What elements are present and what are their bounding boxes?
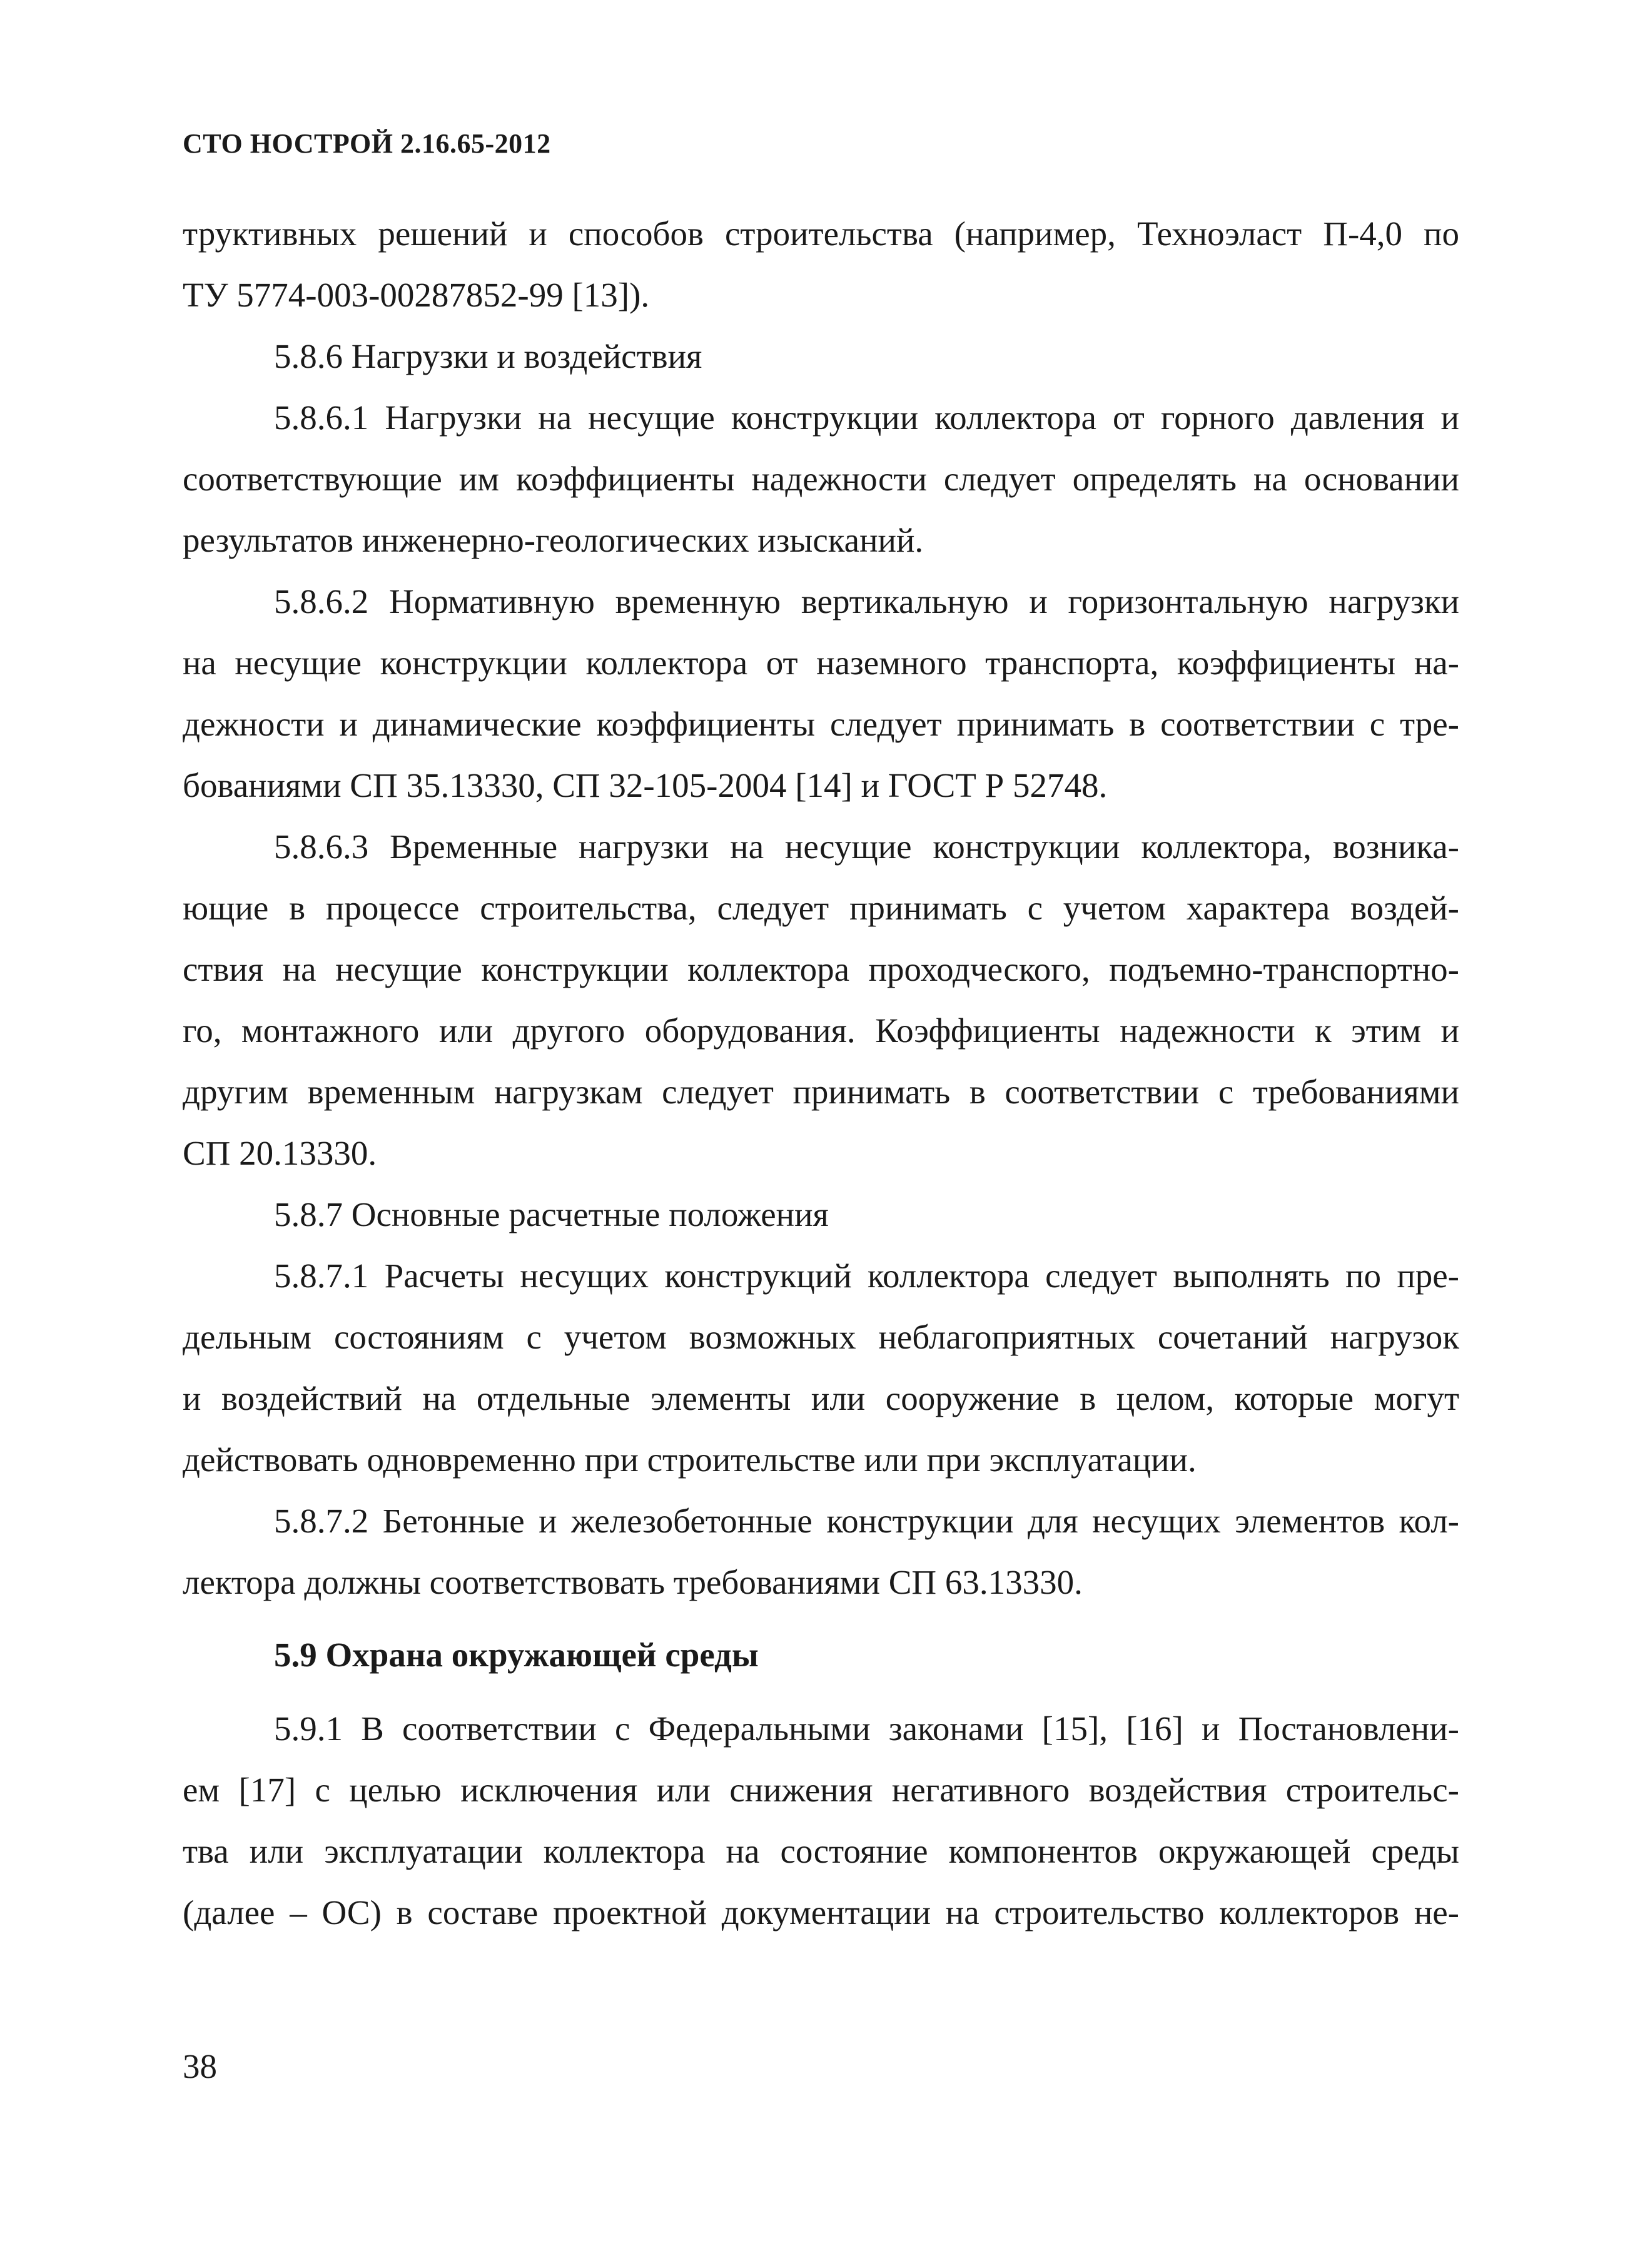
body-line: дежности и динамические коэффициенты следует принимать в соответствии с тре- — [183, 705, 1459, 743]
body-line: другим временным нагрузкам следует принимать в соответствии с требованиями — [183, 1073, 1459, 1111]
body-line: 5.8.6.3 Временные нагрузки на несущие конструкции коллектора, возника- — [274, 828, 1459, 866]
section-heading-5-9: 5.9 Охрана окружающей среды — [274, 1636, 759, 1674]
body-line: труктивных решений и способов строительства (например, Техноэласт П-4,0 по — [183, 215, 1459, 253]
body-line: ТУ 5774-003-00287852-99 [13]). — [183, 276, 650, 314]
body-line: 5.8.6.2 Нормативную временную вертикальную и горизонтальную нагрузки — [274, 582, 1459, 620]
body-line: результатов инженерно-геологических изысканий. — [183, 521, 924, 559]
body-line: тва или эксплуатации коллектора на состояние компонентов окружающей среды — [183, 1832, 1459, 1870]
body-line: дельным состояниям с учетом возможных неблагоприятных сочетаний нагрузок — [183, 1318, 1459, 1356]
document-header: СТО НОСТРОЙ 2.16.65-2012 — [183, 128, 551, 159]
body-line: и воздействий на отдельные элементы или сооружение в целом, которые могут — [183, 1379, 1459, 1417]
section-heading-5-8-6: 5.8.6 Нагрузки и воздействия — [274, 337, 702, 375]
body-line: 5.9.1 В соответствии с Федеральными законами [15], [16] и Постановлени- — [274, 1709, 1459, 1748]
body-line: ем [17] с целью исключения или снижения негативного воздействия строительс- — [183, 1771, 1459, 1809]
body-line: СП 20.13330. — [183, 1134, 377, 1172]
body-line: го, монтажного или другого оборудования. Коэффициенты надежности к этим и — [183, 1011, 1459, 1050]
body-line: лектора должны соответствовать требованиями СП 63.13330. — [183, 1563, 1083, 1601]
section-heading-5-8-7: 5.8.7 Основные расчетные положения — [274, 1195, 829, 1233]
body-line: 5.8.7.2 Бетонные и железобетонные конструкции для несущих элементов кол- — [274, 1502, 1459, 1540]
body-line: 5.8.6.1 Нагрузки на несущие конструкции коллектора от горного давления и — [274, 398, 1459, 437]
body-line: действовать одновременно при строительстве или при эксплуатации. — [183, 1440, 1197, 1479]
body-line: 5.8.7.1 Расчеты несущих конструкций коллектора следует выполнять по пре- — [274, 1257, 1459, 1295]
page-number: 38 — [183, 2047, 217, 2085]
body-line: соответствующие им коэффициенты надежности следует определять на основании — [183, 460, 1459, 498]
body-line: бованиями СП 35.13330, СП 32-105-2004 [14] и ГОСТ Р 52748. — [183, 766, 1108, 804]
body-line: на несущие конструкции коллектора от наземного транспорта, коэффициенты на- — [183, 644, 1459, 682]
body-line: ствия на несущие конструкции коллектора проходческого, подъемно-транспортно- — [183, 950, 1459, 988]
body-line: ющие в процессе строительства, следует принимать с учетом характера воздей- — [183, 889, 1459, 927]
body-line: (далее – ОС) в составе проектной документации на строительство коллекторов не- — [183, 1893, 1459, 1931]
